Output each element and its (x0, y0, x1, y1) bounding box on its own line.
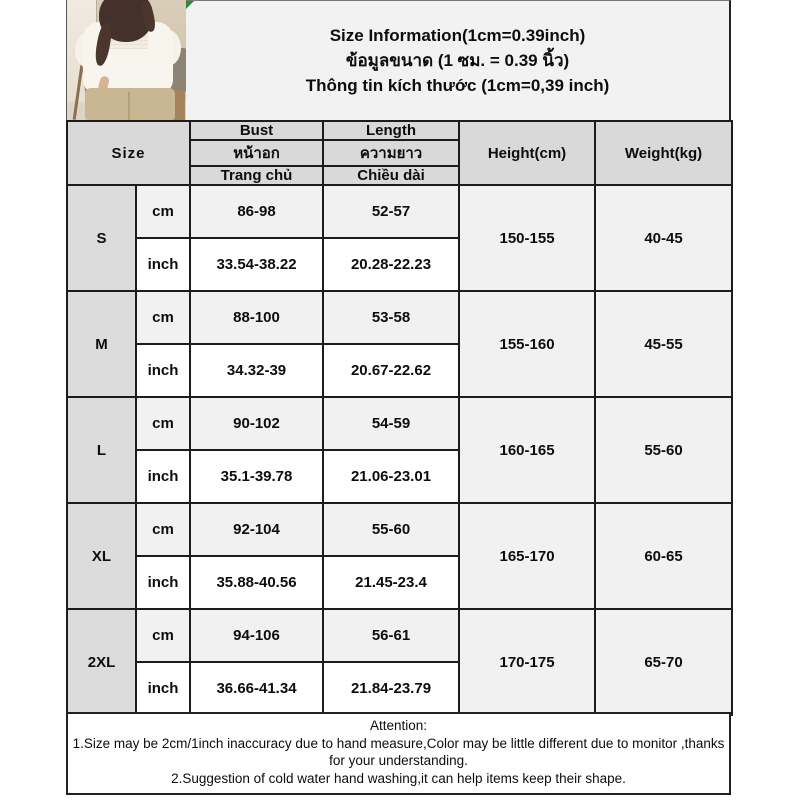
photo-pants-crease-shape (128, 92, 130, 120)
bust-cm-value: 88-100 (190, 291, 323, 344)
length-inch-value: 21.45-23.4 (323, 556, 459, 609)
length-cm-value: 55-60 (323, 503, 459, 556)
bust-inch-value: 33.54-38.22 (190, 238, 323, 291)
length-inch-value: 20.28-22.23 (323, 238, 459, 291)
unit-label: inch (136, 344, 190, 397)
attention-line-1: 1.Size may be 2cm/1inch inaccuracy due to hand measure,Color may be little different due to monitor ,thanks for your understanding. (72, 735, 725, 768)
table-row-2xl-cm (67, 609, 732, 662)
bust-cm-value: 94-106 (190, 609, 323, 662)
table-row-xl-cm (67, 503, 732, 556)
table-row-l-cm (67, 397, 732, 450)
attention-box (66, 712, 731, 795)
size-label: 2XL (67, 609, 136, 715)
height-value: 170-175 (459, 609, 595, 715)
size-label: S (67, 185, 136, 291)
unit-label: inch (136, 238, 190, 291)
bust-inch-value: 35.88-40.56 (190, 556, 323, 609)
header-length-th: ความยาว (323, 140, 459, 166)
header-bust-vi: Trang chủ (190, 166, 323, 185)
weight-value: 65-70 (595, 609, 732, 715)
length-cm-value: 53-58 (323, 291, 459, 344)
size-label: L (67, 397, 136, 503)
header-bust-th: หน้าอก (190, 140, 323, 166)
length-inch-value: 20.67-22.62 (323, 344, 459, 397)
bust-inch-value: 34.32-39 (190, 344, 323, 397)
height-value: 150-155 (459, 185, 595, 291)
length-cm-value: 52-57 (323, 185, 459, 238)
unit-label: cm (136, 185, 190, 238)
weight-value: 40-45 (595, 185, 732, 291)
header-length-en: Length (323, 121, 459, 140)
title-panel (186, 0, 731, 120)
length-cm-value: 56-61 (323, 609, 459, 662)
weight-value: 45-55 (595, 291, 732, 397)
bust-inch-value: 36.66-41.34 (190, 662, 323, 715)
unit-label: inch (136, 556, 190, 609)
photo-pants-shape (85, 88, 175, 120)
table-row-m-cm (67, 291, 732, 344)
bust-cm-value: 90-102 (190, 397, 323, 450)
size-table (66, 120, 733, 716)
unit-label: cm (136, 397, 190, 450)
length-inch-value: 21.06-23.01 (323, 450, 459, 503)
length-cm-value: 54-59 (323, 397, 459, 450)
unit-label: inch (136, 662, 190, 715)
unit-label: cm (136, 291, 190, 344)
weight-value: 60-65 (595, 503, 732, 609)
size-label: M (67, 291, 136, 397)
title-thai: ข้อมูลขนาด (1 ซม. = 0.39 นิ้ว) (345, 51, 570, 70)
bust-cm-value: 92-104 (190, 503, 323, 556)
size-label: XL (67, 503, 136, 609)
bust-inch-value: 35.1-39.78 (190, 450, 323, 503)
title-vietnamese: Thông tin kích thước (1cm=0,39 inch) (305, 76, 610, 95)
table-header-row (67, 121, 732, 140)
attention-line-2: 2.Suggestion of cold water hand washing,it can help items keep their shape. (171, 770, 626, 786)
corner-marker-icon (186, 1, 194, 9)
weight-value: 55-60 (595, 397, 732, 503)
unit-label: cm (136, 609, 190, 662)
height-value: 160-165 (459, 397, 595, 503)
unit-label: inch (136, 450, 190, 503)
header-length-vi: Chiều dài (323, 166, 459, 185)
attention-title: Attention: (369, 718, 428, 733)
product-photo (66, 0, 186, 120)
height-value: 155-160 (459, 291, 595, 397)
header-bust-en: Bust (190, 121, 323, 140)
table-row-s-cm (67, 185, 732, 238)
bust-cm-value: 86-98 (190, 185, 323, 238)
unit-label: cm (136, 503, 190, 556)
length-inch-value: 21.84-23.79 (323, 662, 459, 715)
title-english: Size Information(1cm=0.39inch) (329, 26, 586, 45)
header-size: Size (67, 121, 190, 185)
header-height: Height(cm) (459, 121, 595, 185)
header-weight: Weight(kg) (595, 121, 732, 185)
height-value: 165-170 (459, 503, 595, 609)
